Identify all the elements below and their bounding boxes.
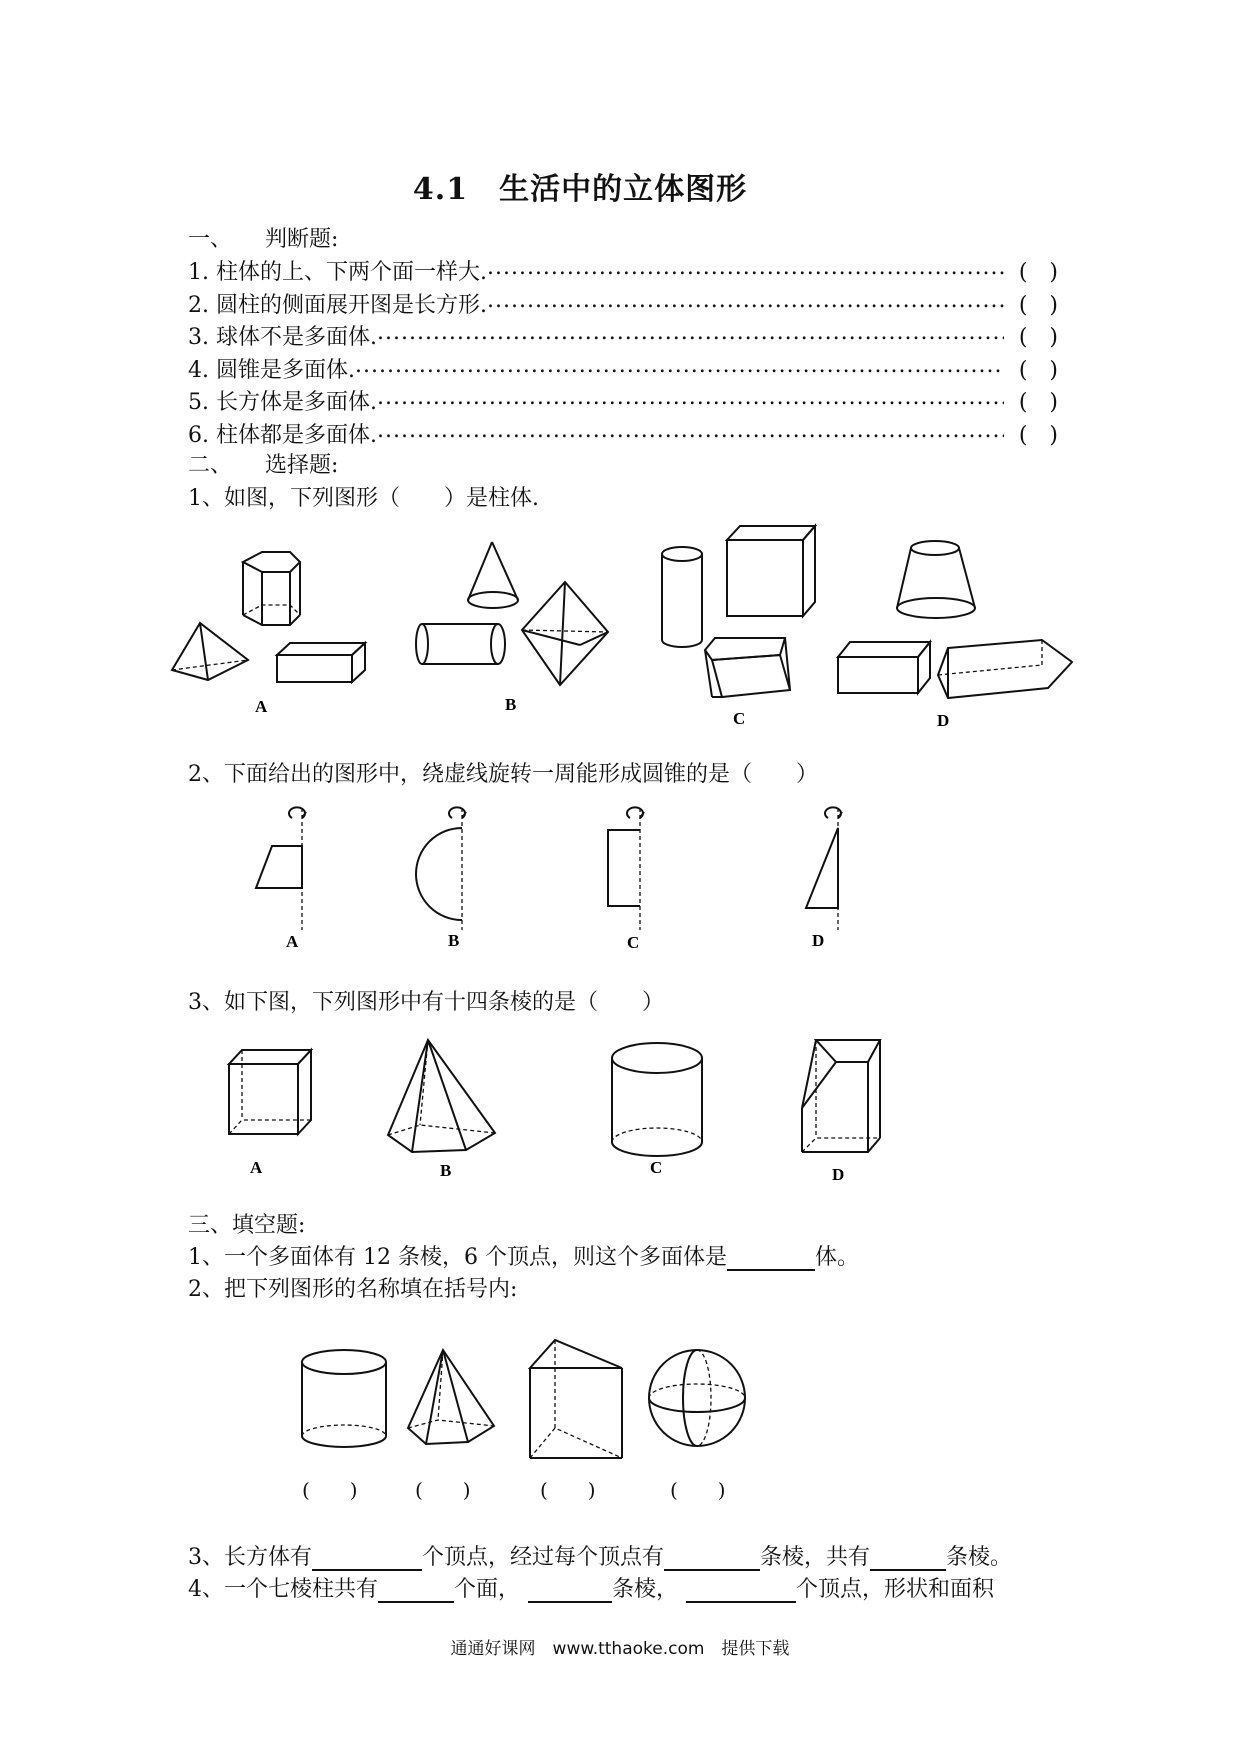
judgement-text: 1. 柱体的上、下两个面一样大.: [188, 260, 487, 285]
q2-3-text: 3、如下图，下列图形中有十四条棱的是（ ）: [188, 990, 664, 1015]
q2-3-label-b: B: [440, 1161, 452, 1180]
rotation-option-b: [416, 807, 466, 930]
q3-4-part2: 个面，: [454, 1577, 521, 1602]
section1-heading: 一、 判断题:: [188, 227, 339, 252]
q3-3-blank3[interactable]: [870, 1547, 946, 1571]
leader-dots: [377, 385, 1004, 416]
q3-3-blank1[interactable]: [312, 1547, 422, 1571]
cuboid-figure: [277, 643, 365, 682]
q3-3-part4: 条棱。: [946, 1545, 1013, 1570]
q2-2-label-a: A: [286, 932, 299, 951]
truncated-prism-option-d: [802, 1040, 880, 1152]
cylinder-figure: [416, 624, 505, 664]
q3-4-blank2[interactable]: [528, 1579, 612, 1603]
cylinder-option-c: [612, 1043, 702, 1156]
cone-figure: [468, 542, 518, 608]
q3-3-part2: 个顶点，经过每个顶点有: [422, 1545, 665, 1570]
q2-2-text: 2、下面给出的图形中，绕虚线旋转一周能形成圆锥的是（ ）: [188, 762, 818, 787]
cube-figure: [727, 526, 815, 616]
q2-2-label-d: D: [812, 931, 825, 950]
answer-paren[interactable]: ( ): [1018, 422, 1058, 448]
q2-1-label-d: D: [937, 711, 950, 730]
q3-1-post: 体。: [814, 1245, 859, 1270]
name-pyramid-figure: [408, 1350, 494, 1444]
leader-dots: [487, 255, 1004, 286]
q3-2-text: 2、把下列图形的名称填在括号内:: [188, 1277, 518, 1302]
q3-4-part1: 4、一个七棱柱共有: [188, 1577, 378, 1602]
q3-4-line: [188, 1572, 994, 1603]
q3-4-part3: 条棱，: [612, 1577, 679, 1602]
judgement-item: [188, 385, 1058, 416]
cube-option-a: [229, 1050, 311, 1134]
q3-4-blank3[interactable]: [686, 1579, 796, 1603]
q2-1-figures: [0, 520, 1240, 740]
q3-4-blank1[interactable]: [378, 1579, 454, 1603]
judgement-item: [188, 320, 1058, 351]
q2-2-figures: [0, 800, 1240, 970]
name-cylinder-figure: [302, 1350, 386, 1447]
q2-3-label-c: C: [650, 1158, 663, 1177]
answer-paren[interactable]: ( ): [1018, 260, 1058, 285]
upright-cylinder-figure: [662, 547, 702, 647]
judgement-item: [188, 255, 1058, 286]
leader-dots: [377, 418, 1004, 449]
name-paren-2[interactable]: ( ): [415, 1478, 471, 1502]
frustum-figure: [897, 541, 975, 618]
q3-4-part4: 个顶点，形状和面积: [796, 1577, 995, 1602]
judgement-text: 3. 球体不是多面体.: [188, 325, 377, 350]
rotation-option-d: [806, 807, 842, 930]
judgement-item: [188, 353, 1058, 384]
footer: 通通好课网 www.tthaoke.com 提供下载: [450, 1639, 790, 1659]
rotation-option-a: [256, 807, 306, 930]
answer-paren[interactable]: ( ): [1018, 390, 1058, 415]
q2-3-figures: [0, 1030, 1240, 1210]
judgement-text: 6. 柱体都是多面体.: [188, 422, 377, 448]
oblique-prism-figure: [705, 638, 790, 697]
q2-1-label-a: A: [255, 697, 268, 716]
q3-3-blank2[interactable]: [664, 1547, 760, 1571]
judgement-text: 5. 长方体是多面体.: [188, 390, 377, 415]
leader-dots: [355, 353, 1004, 384]
q2-3-label-d: D: [832, 1165, 845, 1184]
q3-3-line: [188, 1540, 1012, 1571]
q3-1-line: [188, 1240, 859, 1271]
q3-1-blank[interactable]: [727, 1247, 815, 1271]
judgement-item: [188, 418, 1058, 449]
q3-2-figures: [0, 1336, 1240, 1476]
parallelepiped-figure: [938, 640, 1072, 698]
wide-cuboid-figure: [838, 642, 930, 693]
q2-2-label-c: C: [627, 933, 640, 952]
pyramid-figure: [172, 623, 248, 680]
leader-dots: [487, 288, 1004, 319]
judgement-text: 2. 圆柱的侧面展开图是长方形.: [188, 292, 487, 318]
rotation-option-c: [608, 807, 644, 930]
q3-3-part3: 条棱，共有: [760, 1545, 871, 1570]
judgement-item: [188, 288, 1058, 319]
judgement-text: 4. 圆锥是多面体.: [188, 357, 355, 383]
q3-3-part1: 3、长方体有: [188, 1545, 312, 1570]
pentagonal-pyramid-option-b: [388, 1040, 495, 1152]
answer-paren[interactable]: ( ): [1018, 292, 1058, 318]
q3-1-pre: 1、一个多面体有 12 条棱，6 个顶点，则这个多面体是: [188, 1245, 727, 1270]
name-sphere-figure: [649, 1350, 745, 1446]
section3-heading: 三、填空题:: [188, 1213, 306, 1238]
leader-dots: [377, 320, 1004, 351]
hexagonal-prism-figure: [243, 552, 300, 625]
page-title: 4.1 生活中的立体图形: [412, 172, 748, 207]
name-prism-figure: [530, 1340, 622, 1458]
q2-1-label-c: C: [733, 709, 746, 728]
octahedron-figure: [522, 582, 608, 685]
section2-heading: 二、 选择题:: [188, 453, 339, 478]
answer-paren[interactable]: ( ): [1018, 357, 1058, 383]
q2-3-label-a: A: [250, 1158, 263, 1177]
q2-1-text: 1、如图，下列图形（ ）是柱体.: [188, 486, 539, 511]
answer-paren[interactable]: ( ): [1018, 325, 1058, 350]
q2-1-label-b: B: [505, 695, 517, 714]
name-paren-3[interactable]: ( ): [540, 1478, 596, 1502]
q2-2-label-b: B: [448, 931, 460, 950]
name-paren-4[interactable]: ( ): [670, 1478, 726, 1502]
name-paren-1[interactable]: ( ): [302, 1478, 358, 1502]
